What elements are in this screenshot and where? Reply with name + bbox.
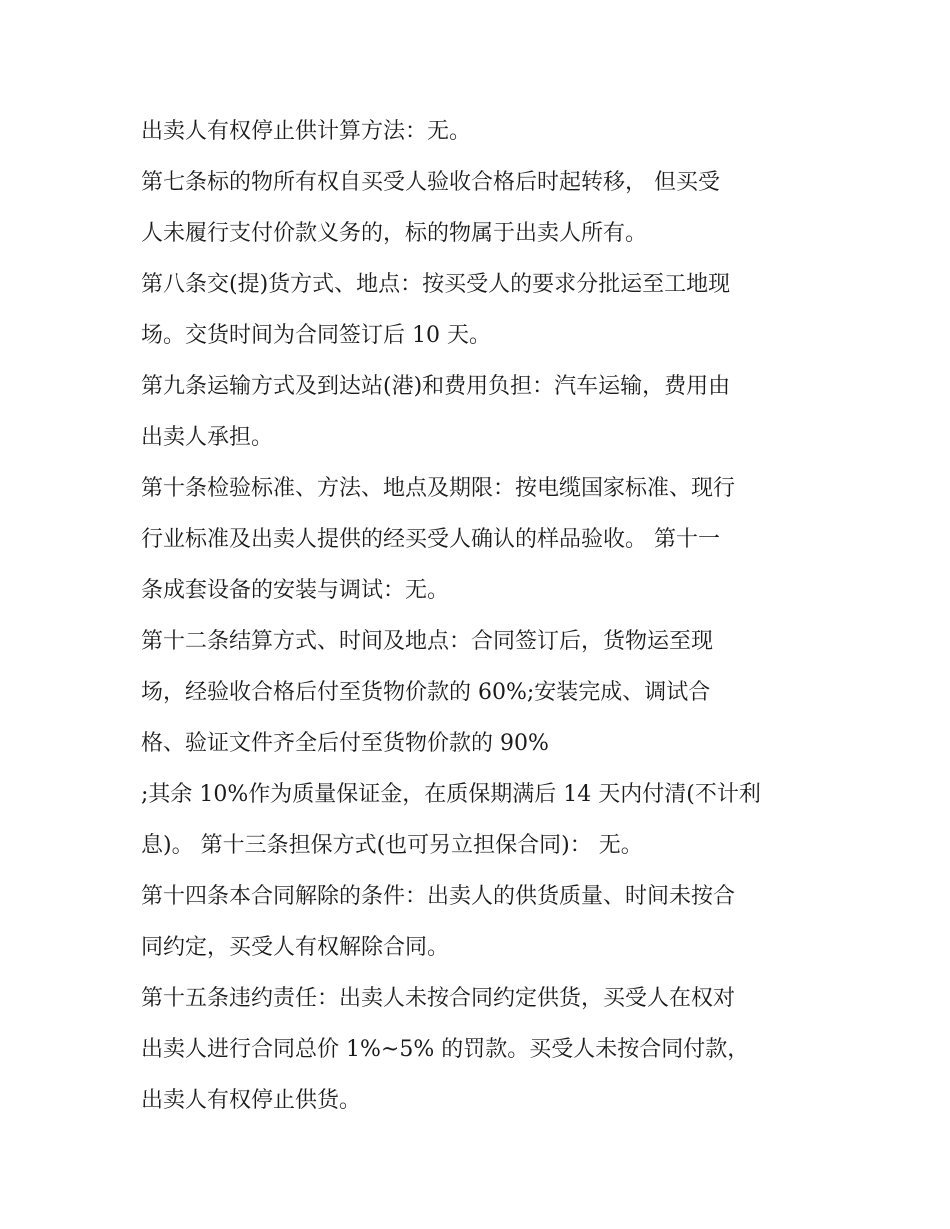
text-line: 条成套设备的安装与调试：无。 [141, 578, 450, 603]
text-line: 出卖人有权停止供货。 [141, 1088, 362, 1113]
text-line: 格、验证文件齐全后付至货物价款的 90% [141, 731, 549, 756]
text-line: 出卖人进行合同总价 1%~5% 的罚款。买受人未按合同付款， [141, 1037, 750, 1062]
text-line: 人未履行支付价款义务的，标的物属于出卖人所有。 [141, 221, 648, 246]
text-line: 第九条运输方式及到达站(港)和费用负担：汽车运输，费用由 [141, 374, 731, 399]
text-line: 第十四条本合同解除的条件：出卖人的供货质量、时间未按合 [141, 884, 736, 909]
text-line: 出卖人有权停止供计算方法：无。 [141, 119, 472, 144]
text-line: 第十条检验标准、方法、地点及期限：按电缆国家标准、现行 [141, 476, 736, 501]
text-line: 场，经验收合格后付至货物价款的 60%;安装完成、调试合 [141, 680, 711, 705]
text-line: 息)。 第十三条担保方式(也可另立担保合同)： 无。 [141, 833, 643, 858]
text-line: 同约定，买受人有权解除合同。 [141, 935, 450, 960]
text-line: 行业标准及出卖人提供的经买受人确认的样品验收。 第十一 [141, 527, 720, 552]
text-line: 第七条标的物所有权自买受人验收合格后时起转移， 但买受 [141, 170, 720, 195]
text-line: 第十二条结算方式、时间及地点：合同签订后，货物运至现 [141, 629, 714, 654]
contract-text-body [141, 106, 831, 1126]
text-line: 出卖人承担。 [141, 425, 274, 450]
text-line: 场。交货时间为合同签订后 10 天。 [141, 323, 491, 348]
text-line: 第八条交(提)货方式、地点：按买受人的要求分批运至工地现 [141, 272, 731, 297]
text-line: 第十五条违约责任：出卖人未按合同约定供货，买受人在权对 [141, 986, 736, 1011]
text-line: ;其余 10%作为质量保证金，在质保期满后 14 天内付清(不计利 [141, 782, 761, 807]
